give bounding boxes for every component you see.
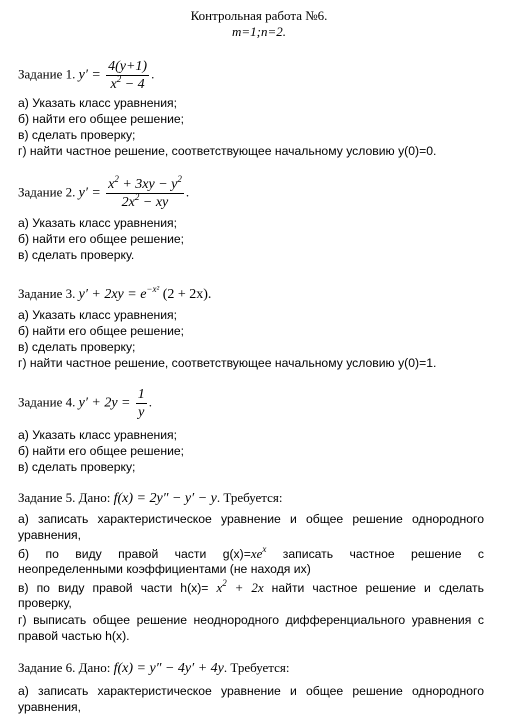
task-1-fraction	[106, 58, 149, 93]
task-2-lhs: y′ =	[78, 185, 101, 201]
task-5-item-a-line1: а) записать характеристическое уравнение и общее решение однородного	[18, 512, 484, 526]
task-2-item-c: в) сделать проверку.	[18, 248, 135, 262]
task-4-label: Задание 4.	[18, 394, 76, 410]
task-5-item-a-line2: уравнения,	[18, 528, 82, 542]
task-2-item-a: а) Указать класс уравнения;	[18, 216, 178, 230]
task-4-denominator: y	[138, 405, 145, 420]
task-5-statement: Задание 5. Дано: f(x) = 2y″ − y′ − y. Требуется:	[18, 490, 283, 506]
task-5-item-b-line1: б) по виду правой части $g(x)=xe^x$ записать частное решение с	[18, 544, 484, 561]
task-1-numerator: 4(y+1)	[108, 59, 148, 74]
task-6-statement: Задание 6. Дано: f(x) = y″ − 4y′ + 4y. Требуется:	[18, 660, 290, 676]
task-2-fraction	[106, 176, 184, 211]
task-6-item-a-line1: а) записать характеристическое уравнение и общее решение однородного	[18, 684, 484, 698]
task-1-denominator: $x^2 - 4$	[110, 74, 145, 92]
task-4-item-a: а) Указать класс уравнения;	[18, 428, 178, 442]
task-2-item-b: б) найти его общее решение;	[18, 232, 185, 246]
task-6-equation: f(x) = y″ − 4y′ + 4y	[113, 661, 224, 676]
task-1-item-a: а) Указать класс уравнения;	[18, 96, 178, 110]
task-1-lhs: y′ =	[78, 67, 101, 83]
task-4-numerator: 1	[137, 387, 145, 402]
task-1-item-c: в) сделать проверку;	[18, 128, 136, 142]
task-3-item-d: г) найти частное решение, соответствующее начальному условию y(0)=1.	[18, 356, 437, 370]
task-5-label: Задание 5. Дано:	[18, 490, 111, 505]
task-4-item-c: в) сделать проверку;	[18, 460, 136, 474]
task-2-statement: Задание 2. y′ = $\frac{x^2 + 3xy - y^2}{2x^2 - xy}$ .	[18, 174, 190, 210]
task-5-item-c-line2: проверку,	[18, 596, 72, 610]
task-5-item-d-line1: г) выписать общее решение неоднородного дифференциального уравнения с	[18, 613, 484, 627]
task-3-item-c: в) сделать проверку;	[18, 340, 136, 354]
task-6-item-a-line2: уравнения,	[18, 700, 82, 714]
task-5-item-c-line1: в) по виду правой части $h(x)= x^2 + 2x$ найти частное решение и сделать	[18, 578, 484, 595]
task-2-label: Задание 2.	[18, 184, 76, 200]
task-4-fraction	[136, 386, 147, 421]
task-5-item-b-line2: неопределенными коэффициентами (не находя их)	[18, 562, 311, 576]
task-2-denominator: $2x^2$ − xy	[121, 192, 169, 210]
task-6-label: Задание 6. Дано:	[18, 660, 111, 675]
task-2-numerator: $x^2 + 3xy - y^2$	[108, 174, 182, 192]
task-5-equation: f(x) = 2y″ − y′ − y	[113, 491, 217, 506]
task-1-item-d: г) найти частное решение, соответствующее начальному условию y(0)=0.	[18, 144, 437, 158]
task-4-lhs: y′ + 2y =	[78, 395, 131, 411]
task-1-label: Задание 1.	[18, 66, 76, 82]
task-4-statement: Задание 4. y′ + 2y = $\frac{1}{y}$ .	[18, 387, 152, 420]
task-1-item-b: б) найти его общее решение;	[18, 112, 185, 126]
task-3-statement	[18, 286, 211, 303]
task-3-item-a: а) Указать класс уравнения;	[18, 308, 178, 322]
document-title: Контрольная работа №6.	[190, 8, 328, 23]
task-3-label: Задание 3.	[18, 286, 76, 301]
task-5-item-d-line2: правой частью h(x).	[18, 629, 130, 643]
task-3-equation: $y' + 2xy = e^{-x^2}$ (2 + 2x).	[78, 284, 212, 302]
task-1-statement: Задание 1. y′ = $\frac{4(y+1)}{x^2 - 4}$ .	[18, 59, 155, 92]
task-4-item-b: б) найти его общее решение;	[18, 444, 185, 458]
document-params: m=1;n=2.	[231, 24, 286, 39]
task-3-item-b: б) найти его общее решение;	[18, 324, 185, 338]
